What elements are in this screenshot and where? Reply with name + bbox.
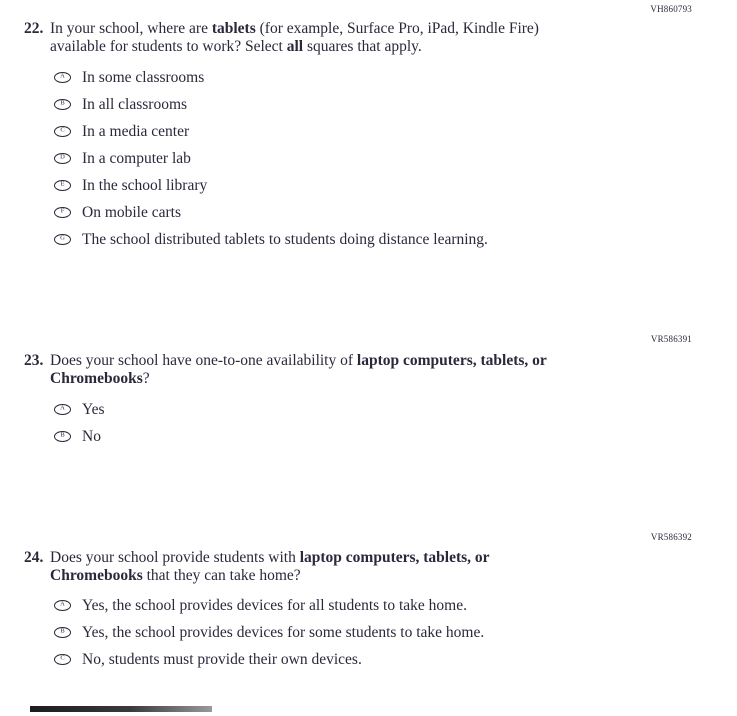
option-label: In a computer lab — [82, 149, 191, 167]
oval-letter: A — [60, 404, 65, 412]
oval-letter: C — [60, 654, 65, 662]
answer-oval-b-icon[interactable] — [54, 431, 71, 442]
option-label: In a media center — [82, 122, 190, 140]
question-23-options — [54, 396, 105, 450]
q23-line2-bold: Chromebooks — [50, 370, 143, 387]
option-q22-d[interactable] — [54, 145, 488, 172]
oval-letter: B — [60, 99, 65, 107]
answer-oval-e-icon[interactable] — [54, 180, 71, 191]
question-22-text — [50, 20, 610, 56]
option-q22-c[interactable] — [54, 118, 488, 145]
oval-letter: A — [60, 600, 65, 608]
option-q24-c[interactable] — [54, 646, 484, 673]
option-label: The school distributed tablets to students doing distance learning. — [82, 230, 488, 248]
q23-line1-seg1: Does your school have one-to-one availability of — [50, 352, 357, 369]
option-q23-no[interactable] — [54, 423, 105, 450]
option-q22-f[interactable] — [54, 199, 488, 226]
oval-letter: E — [60, 180, 65, 188]
question-22 — [24, 20, 610, 56]
question-24 — [24, 549, 610, 585]
q24-line2-bold: Chromebooks — [50, 567, 143, 584]
question-22-number: 22. — [24, 20, 44, 37]
q22-line1-bold: tablets — [211, 20, 256, 37]
option-q24-a[interactable] — [54, 592, 484, 619]
question-22-options — [54, 64, 488, 253]
answer-oval-c-icon[interactable] — [54, 126, 71, 137]
q22-line2-seg3: squares that apply. — [303, 38, 422, 55]
oval-letter: A — [60, 72, 65, 80]
accession-code-q22: VH860793 — [650, 4, 692, 14]
oval-letter: B — [60, 431, 65, 439]
option-q23-yes[interactable] — [54, 396, 105, 423]
q22-line1-seg1: In your school, where are — [50, 20, 212, 37]
option-label: No, students must provide their own devices. — [82, 650, 362, 668]
answer-oval-a-icon[interactable] — [54, 72, 71, 83]
option-label: Yes — [82, 400, 105, 418]
option-q22-a[interactable] — [54, 64, 488, 91]
option-label: Yes, the school provides devices for some students to take home. — [82, 623, 485, 641]
q22-line2-bold: all — [286, 38, 304, 55]
oval-letter: B — [60, 627, 65, 635]
question-23-text — [50, 352, 610, 388]
answer-oval-c-icon[interactable] — [54, 654, 71, 665]
question-24-number: 24. — [24, 549, 44, 566]
option-label: No — [82, 427, 101, 445]
option-label: In some classrooms — [82, 68, 205, 86]
q24-line2-seg2: that they can take home? — [142, 567, 301, 584]
answer-oval-g-icon[interactable] — [54, 234, 71, 245]
option-q22-e[interactable] — [54, 172, 488, 199]
option-label: On mobile carts — [82, 203, 182, 221]
accession-code-q24: VR586392 — [650, 532, 692, 542]
answer-oval-a-icon[interactable] — [54, 600, 71, 611]
oval-letter: G — [60, 234, 65, 242]
option-label: In all classrooms — [82, 95, 188, 113]
q22-line1-seg3: (for example, Surface Pro, iPad, Kindle Fire) — [255, 20, 539, 37]
oval-letter: C — [60, 126, 65, 134]
option-label: In the school library — [82, 176, 208, 194]
answer-oval-f-icon[interactable] — [54, 207, 71, 218]
answer-oval-b-icon[interactable] — [54, 99, 71, 110]
question-23-number: 23. — [24, 352, 44, 369]
oval-letter: D — [60, 153, 65, 161]
question-23 — [24, 352, 610, 388]
accession-code-q23: VR586391 — [650, 334, 692, 344]
answer-oval-b-icon[interactable] — [54, 627, 71, 638]
question-24-text — [50, 549, 610, 585]
option-q22-b[interactable] — [54, 91, 488, 118]
q22-line2-seg1: available for students to work? Select — [50, 38, 287, 55]
q23-line2-seg2: ? — [142, 370, 150, 387]
footer-scan-bar — [30, 706, 212, 712]
q23-line1-bold: laptop computers, tablets, or — [356, 352, 547, 369]
q24-line1-bold: laptop computers, tablets, or — [299, 549, 490, 566]
q24-line1-seg1: Does your school provide students with — [50, 549, 300, 566]
answer-oval-a-icon[interactable] — [54, 404, 71, 415]
option-q24-b[interactable] — [54, 619, 484, 646]
option-label: Yes, the school provides devices for all students to take home. — [82, 596, 467, 614]
answer-oval-d-icon[interactable] — [54, 153, 71, 164]
question-24-options — [54, 592, 484, 673]
option-q22-g[interactable] — [54, 226, 488, 253]
oval-letter: F — [60, 207, 65, 215]
